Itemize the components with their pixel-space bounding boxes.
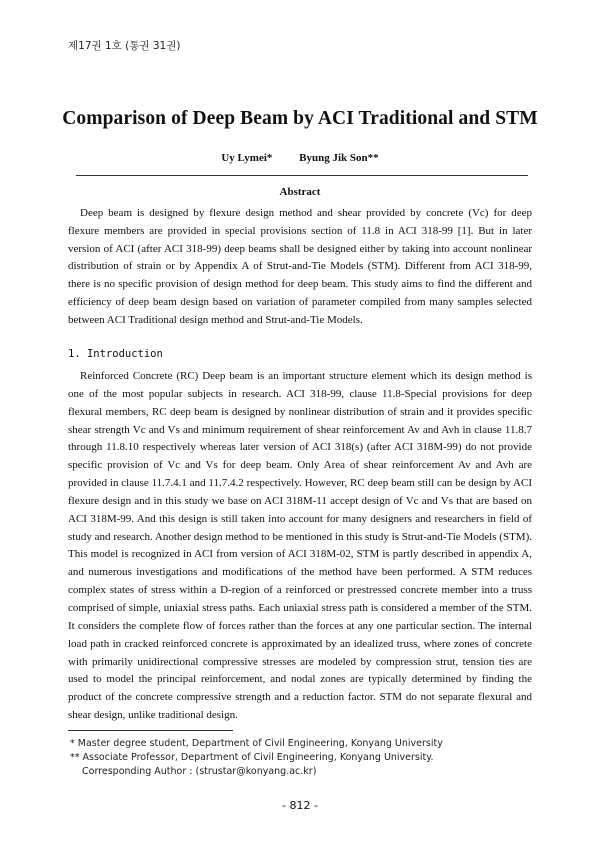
footnotes [70,737,443,779]
title-divider [76,175,528,176]
journal-volume-header: 제17권 1호 (통권 31권) [68,40,181,52]
paper-title: Comparison of Deep Beam by ACI Traditional and STM [62,108,538,129]
footnote-first-author: * Master degree student, Department of Civil Engineering, Konyang University [70,738,443,749]
second-author: Byung Jik Son** [299,152,379,164]
introduction-paragraph: Reinforced Concrete (RC) Deep beam is an important structure element which its design method is one of the most popular subjects in research. ACI 318-99, clause 11.8-Special provisions for deep flexural members, RC deep beam is designed by nonlinear distribution of strain and it provides specific shear strength Vc and Vs and minimum requirement of shear reinforcement Av and Avh in clause 11.8.7 through 11.8.10 respectively whereas later version of ACI 318(s) (after ACI 318M-99) do not provide specific provision of Vc and Vs for deep beam. Only Area of shear reinforcement Av and Avh are provided in clause 11.7.4.1 and 11.7.4.2 respectively. However, RC deep beam still can be design by ACI flexure design and in this study we base on ACI 318M-11 accept design of Vc and Vs that are based on ACI 318M-99. And this design is still taken into account for many designers and researchers in field of study and research. Another design method to be mentioned in this study is Strut-and-Tie Models (STM). This model is recognized in ACI from version of ACI 318M-02, STM is partly described in appendix A, and numerous investigations and modifications of the method have been performed. A STM reduces complex states of stress within a D-region of a reinforced or prestressed concrete member into a truss comprised of simple, uniaxial stress paths. Each uniaxial stress path is considered a member of the STM. It considers the complete flow of forces rather than the forces at any one particular section. The internal load path in cracked reinforced concrete is approximated by an idealized truss, where zones of concrete with primarily unidirectional compressive stresses are modeled by compression strut, tension ties are used to model the principal reinforcement, and nodal zones are typically determined by finding the product of the concrete compressive strength and a reduction factor. STM do not separate flexural and shear design, unlike traditional design. [68,370,532,722]
abstract-heading: Abstract [279,186,321,198]
author-line [0,152,600,164]
footnote-corresponding-author: Corresponding Author : (strustar@konyang.ac.kr) [82,766,317,777]
page-number: - 812 - [282,799,318,812]
footnote-divider [68,730,233,731]
footnote-second-author: ** Associate Professor, Department of Civil Engineering, Konyang University. [70,752,434,763]
first-author: Uy Lymei* [221,152,273,164]
abstract-paragraph: Deep beam is designed by flexure design method and shear provided by concrete (Vc) for deep flexure members are provided in special provisions section of 11.8 in ACI 318-99 [1]. But in later version of ACI (after ACI 318-99) deep beams shall be designed either by taking into account nonlinear distribution of strain or by Appendix A of Strut-and-Tie Models (STM). Different from ACI 318-99, there is no specific provision of design method for deep beam. This study aims to find the different and efficiency of deep beam design based on variation of parameter compiled from many samples selected between ACI Traditional design method and Strut-and-Tie Models. [68,207,532,326]
section-heading-introduction: 1. Introduction [68,348,163,360]
